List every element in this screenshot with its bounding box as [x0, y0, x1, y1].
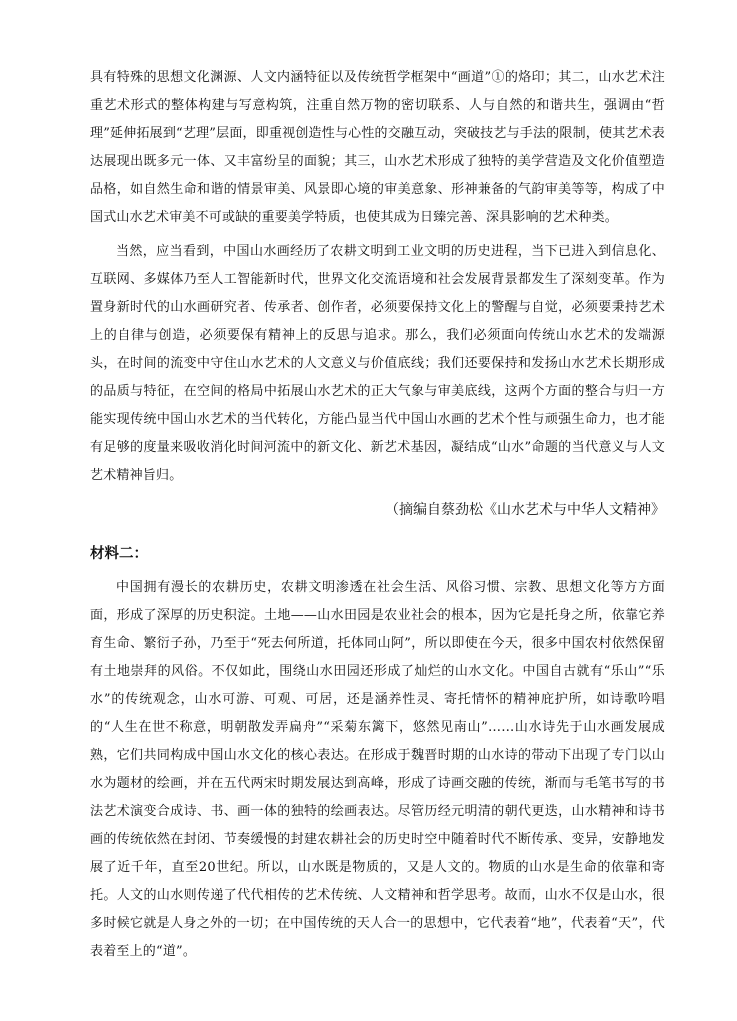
material1-source: （摘编自蔡劲松《山水艺术与中华人文精神》: [385, 502, 665, 518]
material1-paragraph-2: 当然，应当看到，中国山水画经历了农耕文明到工业文明的历史进程，当下已进入到信息化、互联网、多媒体乃至人工智能新时代，世界文化交流语境和社会发展背景都发生了深刻变革。作为置身新时代的山水画研究者、传承者、创作者，必须要保持文化上的警醒与自觉，必须要秉持艺术上的自律与创造，必须要保有精神上的反思与追求。那么，我们必须面向传统山水艺术的发端源头，在时间的流变中守住山水艺术的人文意义与价值底线；我们还要保持和发扬山水艺术长期形成的品质与特征，在空间的格局中拓展山水艺术的正大气象与审美底线，这两个方面的整合与归一方能实现传统中国山水艺术的当代转化，方能凸显当代中国山水画的艺术个性与顽强生命力，也才能有足够的度量来吸收消化时间河流中的新文化、新艺术基因，凝结成“山水”命题的当代意义与人文艺术精神旨归。: [90, 244, 665, 483]
material2-paragraph-1: 中国拥有漫长的农耕历史，农耕文明渗透在社会生活、风俗习惯、宗教、思想文化等方方面面，形成了深厚的历史积淀。土地——山水田园是农业社会的根本，因为它是托身之所，依靠它养育生命、繁衍子孙，乃至于“死去何所道，托体同山阿”，所以即使在今天，很多中国农村依然保留有土地崇拜的风俗。不仅如此，围绕山水田园还形成了灿烂的山水文化。中国自古就有“乐山”“乐水”的传统观念，山水可游、可观、可居，还是涵养性灵、寄托情怀的精神庇护所，如诗歌吟唱的“人生在世不称意，明朝散发弄扁舟”“采菊东篱下，悠然见南山”……山水诗先于山水画发展成熟，它们共同构成中国山水文化的核心表达。在形成于魏晋时期的山水诗的带动下出现了专门以山水为题材的绘画，并在五代两宋时期发展达到高峰，形成了诗画交融的传统，渐而与毛笔书写的书法艺术演变合成诗、书、画一体的独特的绘画表达。尽管历经元明清的朝代更迭，山水精神和诗书画的传统依然在封闭、节奏缓慢的封建农耕社会的历史时空中随着时代不断传承、变异，安静地发展了近千年，直至20世纪。所以，山水既是物质的，又是人文的。物质的山水是生命的依靠和寄托。人文的山水则传递了代代相传的艺术传统、人文精神和哲学思考。故而，山水不仅是山水，很多时候它就是人身之外的一切；在中国传统的天人合一的思想中，它代表着“地”，代表着“天”，代表着至上的“道”。: [90, 580, 665, 959]
material1-paragraph-1: 具有特殊的思想文化渊源、人文内涵特征以及传统哲学框架中“画道”①的烙印；其二，山水艺术注重艺术形式的整体构建与写意构筑，注重自然万物的密切联系、人与自然的和谐共生，强调由“哲理”延伸拓展到“艺理”层面，即重视创造性与心性的交融互动，突破技艺与手法的限制，使其艺术表达展现出既多元一体、又丰富纷呈的面貌；其三，山水艺术形成了独特的美学营造及文化价值塑造品格，如自然生命和谐的情景审美、风景即心境的审美意象、形神兼备的气韵审美等等，构成了中国式山水艺术审美不可或缺的重要美学特质，也使其成为日臻完善、深具影响的艺术种类。: [90, 70, 665, 225]
material2-heading: 材料二：: [90, 546, 148, 562]
document-page: [90, 64, 665, 966]
